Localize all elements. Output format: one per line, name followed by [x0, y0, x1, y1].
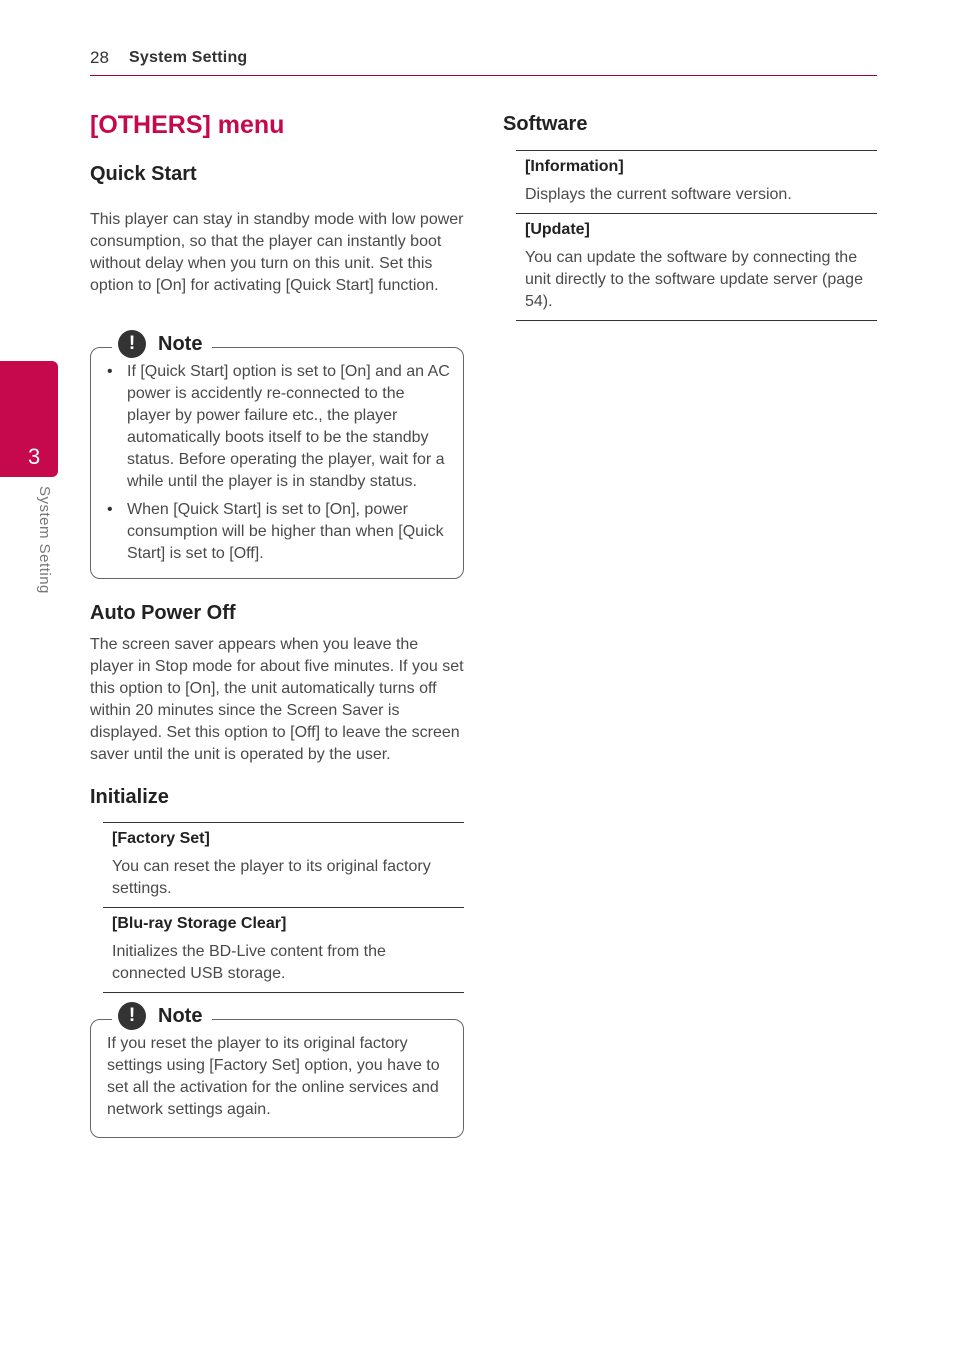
quick-start-body: This player can stay in standby mode with low power consumption, so that the player can instantly boot without delay when you turn on this unit. Set this option to [On] for activating [Quick Start] function. [90, 211, 464, 294]
note-list-item: • When [Quick Start] is set to [On], power consumption will be higher than when [Quick Start] is set to [Off]. [107, 499, 451, 565]
table-rule [516, 320, 877, 321]
note-label: Note [158, 332, 203, 355]
quick-start-heading: Quick Start [90, 163, 197, 185]
chapter-number: 3 [28, 444, 41, 469]
initialize-heading: Initialize [90, 786, 169, 808]
table-rule [103, 822, 464, 823]
initialize-note-box [90, 1019, 464, 1138]
note-list-item: • If [Quick Start] option is set to [On] and an AC power is accidently re-connected to the player by power failure etc., the player automatically boots itself to be the standby status. Before operating the player, wait for a while until the player is in standby status. [107, 361, 451, 493]
quick-start-note-content [107, 361, 451, 571]
option-term-factory-set: [Factory Set] [112, 830, 210, 847]
option-term-information: [Information] [525, 158, 624, 175]
table-rule [516, 213, 877, 214]
exclamation-icon: ! [118, 1002, 146, 1030]
quick-start-note-box [90, 347, 464, 579]
software-heading: Software [503, 113, 588, 135]
page-number: 28 [90, 48, 109, 67]
quick-start-note-header [112, 327, 212, 361]
header-rule [90, 75, 877, 76]
page-title: [OTHERS] menu [90, 111, 285, 139]
option-desc-factory-set: You can reset the player to its original factory settings. [112, 858, 431, 897]
chapter-label: System Setting [36, 486, 53, 594]
table-rule [103, 907, 464, 908]
initialize-note-text: If you reset the player to its original factory settings using [Factory Set] option, you have to set all the activation for the online services and network settings again. [107, 1035, 440, 1118]
auto-power-off-heading: Auto Power Off [90, 602, 236, 624]
initialize-note-header [112, 999, 212, 1033]
table-rule [103, 992, 464, 993]
exclamation-icon: ! [118, 330, 146, 358]
option-desc-information: Displays the current software version. [525, 186, 792, 203]
option-desc-bluray-storage-clear: Initializes the BD-Live content from the connected USB storage. [112, 943, 386, 982]
auto-power-off-body: The screen saver appears when you leave the player in Stop mode for about five minutes. If you set this option to [On], the unit automatically turns off within 20 minutes since the Screen Saver is displayed. Set this option to [Off] to leave the screen saver until the unit is operated by the user. [90, 636, 464, 763]
running-header-section: System Setting [129, 49, 248, 66]
option-desc-update: You can update the software by connecting the unit directly to the software update server (page 54). [525, 249, 863, 310]
option-term-update: [Update] [525, 221, 590, 238]
note-label: Note [158, 1004, 203, 1027]
quick-start-note-list [107, 361, 451, 565]
option-term-bluray-storage-clear: [Blu-ray Storage Clear] [112, 915, 287, 932]
table-rule [516, 150, 877, 151]
